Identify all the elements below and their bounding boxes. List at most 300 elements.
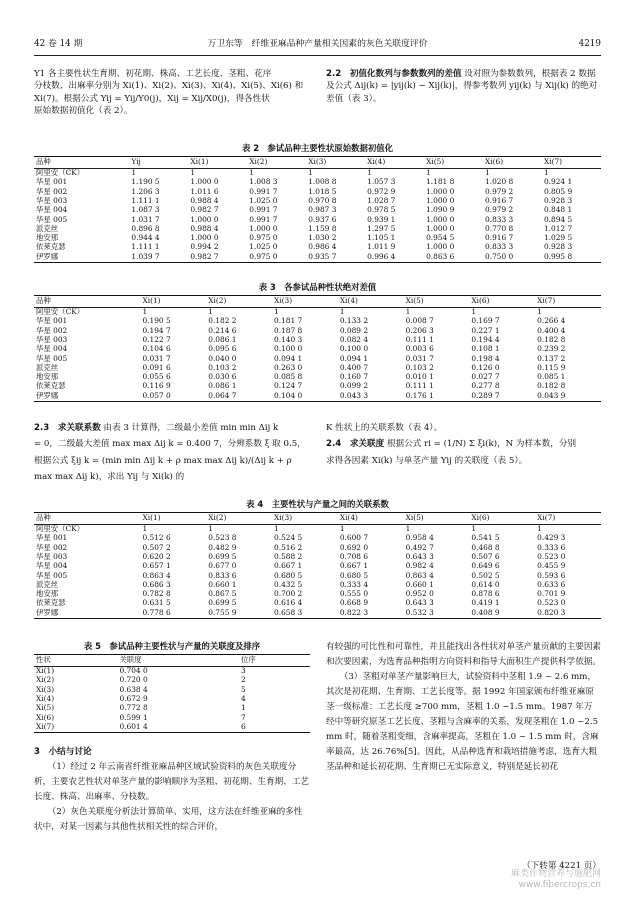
value-cell: 0.082 4: [339, 334, 369, 344]
intro-right-column: [326, 68, 601, 105]
section-heading-2-2: 2.2 初值化数列与参数数列的差值: [326, 69, 462, 79]
row-label-cell: 阿里安（CK）: [36, 524, 85, 534]
table-row: [34, 609, 601, 619]
value-cell: 1.206 3: [131, 186, 160, 196]
row-label-cell: 派克丝: [36, 223, 59, 233]
value-cell: 1: [367, 168, 372, 178]
row-label-cell: 华星 005: [36, 570, 68, 580]
table3-caption: 表 3 各参试品种性状绝对差值: [258, 282, 377, 292]
column-header: Xi(1): [140, 513, 206, 525]
table-row: [34, 206, 601, 215]
value-cell: 0.111 1: [405, 381, 434, 391]
value-cell: 1.111 1: [131, 195, 160, 205]
value-cell: 1: [142, 524, 148, 534]
column-header: Xi(3): [272, 513, 338, 525]
value-cell: 0.970 8: [308, 195, 337, 205]
row-label-cell: Xi(7): [34, 723, 117, 733]
value-cell: 0.649 6: [471, 561, 500, 571]
section-2-3: [34, 420, 310, 485]
intro-line: Xi(7)。根据公式 Yij = Yij/Y0(j)，Xij = Xij/X0(j)，得各性状: [34, 93, 270, 104]
value-cell: 1.000 0: [190, 233, 219, 243]
value-cell: 0.755 9: [206, 609, 272, 619]
value-cell: 1.008 8: [308, 177, 337, 187]
value-cell: 0.086 1: [208, 381, 237, 391]
value-cell: 0.043 9: [535, 392, 601, 402]
value-cell: 0.616 4: [274, 598, 303, 608]
intro-line: 原始数据初值化（表 2）。: [34, 106, 133, 117]
value-cell: 0.040 0: [208, 353, 237, 363]
value-cell: 0.778 6: [140, 609, 206, 619]
value-cell: 1.159 8: [308, 223, 337, 233]
value-cell: 0.095 6: [208, 344, 237, 354]
value-cell: 0.523 8: [208, 533, 237, 543]
value-cell: 1: [537, 307, 542, 317]
value-cell: 0.668 9: [339, 598, 369, 608]
value-cell: 0.502 5: [471, 570, 500, 580]
table-row: [34, 253, 601, 263]
table-row: [34, 581, 601, 590]
value-cell: 1: [208, 524, 213, 534]
value-cell: 0.030 6: [208, 372, 237, 382]
table-header-row: [34, 157, 601, 169]
column-header: Xi(6): [469, 513, 535, 525]
value-cell: 0.512 6: [142, 533, 171, 543]
column-header: Xi(5): [404, 513, 470, 525]
value-cell: 0.214 6: [208, 325, 237, 335]
value-cell: 0.994 2: [190, 242, 219, 252]
column-header: Xi(1): [140, 296, 206, 308]
value-cell: 6: [239, 723, 310, 733]
value-cell: 0.896 8: [131, 223, 160, 233]
value-cell: 1.057 3: [367, 177, 396, 187]
column-header: Xi(7): [542, 157, 601, 169]
value-cell: 1.011 6: [190, 186, 219, 196]
value-cell: 0.187 8: [274, 325, 303, 335]
value-cell: 1: [339, 307, 345, 317]
value-cell: 2: [241, 675, 246, 685]
row-label-cell: 华星 003: [36, 551, 68, 561]
value-cell: 0.750 0: [483, 253, 542, 263]
value-cell: 0.699 5: [208, 598, 237, 608]
value-cell: 0.194 4: [471, 334, 500, 344]
value-cell: 0.108 1: [471, 344, 500, 354]
value-cell: 0.419 1: [471, 598, 500, 608]
table-row: [34, 599, 601, 608]
table-row: [34, 382, 601, 391]
value-cell: 0.091 6: [142, 362, 171, 372]
value-cell: 0.820 3: [535, 609, 601, 619]
value-cell: 1: [274, 524, 279, 534]
value-cell: 0.686 3: [142, 579, 171, 589]
value-cell: 0.116 9: [142, 381, 171, 391]
row-label-cell: Xi(6): [36, 712, 55, 722]
section-2-4-line: 求得各因素 Xi(k) 与单茎产量 Yij 的关联度（表 5）。: [326, 455, 528, 466]
value-cell: 0.482 9: [208, 542, 237, 552]
value-cell: 1: [405, 524, 411, 534]
row-label-cell: 伊罗娜: [34, 253, 129, 263]
header-volume: 42 卷 14 期: [34, 39, 83, 49]
table-row: [34, 713, 310, 722]
value-cell: 1.111 1: [131, 242, 160, 252]
value-cell: 0.680 5: [274, 570, 303, 580]
row-label-cell: Xi(5): [36, 703, 55, 713]
value-cell: 0.408 9: [469, 609, 535, 619]
value-cell: 1.000 0: [426, 214, 455, 224]
value-cell: 0.982 7: [190, 205, 219, 215]
value-cell: 1.008 3: [249, 177, 278, 187]
value-cell: 1.297 5: [367, 223, 396, 233]
section-2-3-line: = 0，二级最大差值 max max Δij k = 0.400 7，分辨系数 ξ 取 0.5，: [34, 439, 306, 450]
value-cell: 1.028 7: [367, 195, 396, 205]
value-cell: 1: [471, 307, 477, 317]
value-cell: 0.991 7: [249, 186, 278, 196]
column-header: 品种: [34, 296, 140, 308]
table-row: [34, 307, 601, 317]
value-cell: 0.708 6: [339, 551, 369, 561]
value-cell: 0.089 2: [339, 325, 369, 335]
value-cell: 0.190 5: [142, 316, 171, 326]
header-rule: [34, 55, 601, 56]
table-row: [34, 336, 601, 345]
row-label-cell: Xi(2): [36, 675, 55, 685]
value-cell: 0.160 7: [339, 372, 369, 382]
value-cell: 0.555 0: [339, 589, 369, 599]
value-cell: 0.507 6: [471, 551, 500, 561]
value-cell: 0.700 2: [274, 589, 303, 599]
intro-line: 分枝数、出麻率分别为 Xi(1)、Xi(2)、Xi(3)、Xi(4)、Xi(5)、Xi(6) 和: [34, 81, 304, 92]
value-cell: 0.429 3: [537, 533, 566, 543]
value-cell: 0.239 2: [537, 344, 566, 354]
value-cell: 0.333 4: [339, 579, 369, 589]
row-label-cell: 派克丝: [36, 579, 59, 589]
value-cell: 0.944 4: [131, 233, 160, 243]
column-header: 品种: [34, 513, 140, 525]
value-cell: 0.057 0: [140, 392, 206, 402]
value-cell: 1: [308, 168, 313, 178]
row-label-cell: 伊罗娜: [34, 392, 140, 402]
section-heading-2-4: 2.4 求关联度: [326, 439, 385, 450]
table2-caption: 表 2 参试品种主要性状原始数据初值化: [241, 143, 394, 153]
value-cell: 0.432 5: [274, 579, 303, 589]
running-header: [34, 38, 601, 52]
value-cell: 0.524 5: [274, 533, 303, 543]
row-label-cell: 华星 001: [36, 316, 68, 326]
value-cell: 0.972 9: [367, 186, 396, 196]
value-cell: 0.455 9: [537, 561, 566, 571]
value-cell: 0.978 5: [367, 205, 396, 215]
row-label-cell: 阿里安（CK）: [36, 168, 85, 178]
value-cell: 1: [274, 307, 279, 317]
value-cell: 0.995 8: [542, 253, 601, 263]
section-heading-2-3: 2.3 求关联系数: [34, 423, 101, 433]
value-cell: 0.848 1: [543, 205, 573, 215]
value-cell: 0.601 4: [117, 723, 239, 733]
value-cell: 1.000 0: [426, 195, 455, 205]
row-label-cell: 华星 002: [36, 186, 68, 196]
column-header: 性状: [34, 655, 117, 667]
value-cell: 0.523 0: [537, 551, 566, 561]
value-cell: 0.782 8: [142, 589, 171, 599]
value-cell: 0.638 4: [119, 684, 148, 694]
value-cell: 0.103 2: [405, 362, 434, 372]
value-cell: 0.996 4: [365, 253, 424, 263]
row-label-cell: 华星 004: [36, 205, 68, 215]
value-cell: 1: [426, 168, 431, 178]
value-cell: 3: [241, 666, 246, 676]
value-cell: 0.952 0: [405, 589, 434, 599]
watermark-site-name: 麻类作物营养与施肥网: [510, 868, 601, 879]
value-cell: 0.003 6: [405, 344, 434, 354]
value-cell: 0.122 7: [142, 334, 171, 344]
right-column-text: [326, 640, 601, 775]
value-cell: 0.699 5: [208, 551, 237, 561]
table5-caption: 表 5 参试品种主要性状与产量的关联度及排序: [83, 641, 261, 651]
value-cell: 0.987 3: [308, 205, 337, 215]
value-cell: 0.043 3: [338, 392, 404, 402]
column-header: Xi(2): [247, 157, 306, 169]
row-label-cell: 华星 001: [36, 533, 68, 543]
table-header-row: [34, 513, 601, 525]
value-cell: 0.805 9: [543, 186, 573, 196]
value-cell: 1.031 7: [131, 214, 160, 224]
value-cell: 0.863 6: [424, 253, 483, 263]
value-cell: 1: [249, 168, 254, 178]
table-row: [34, 562, 601, 571]
column-header: 关联度: [117, 655, 239, 667]
value-cell: 0.181 7: [274, 316, 303, 326]
value-cell: 1.000 0: [426, 242, 455, 252]
section-3-paragraph-2: （2）灰色关联度分析法计算简单、实用，这方法在纤维亚麻的多性状中，对某一因素与其他性状相关性的综合评价，: [34, 807, 303, 833]
value-cell: 0.008 7: [405, 316, 434, 326]
column-header: Xi(5): [424, 157, 483, 169]
value-cell: 0.523 0: [537, 598, 566, 608]
value-cell: 0.064 7: [206, 392, 272, 402]
column-header: Xi(3): [306, 157, 365, 169]
value-cell: 1.039 7: [129, 253, 188, 263]
value-cell: 0.867 5: [208, 589, 237, 599]
value-cell: 0.133 2: [339, 316, 369, 326]
value-cell: 0.182 8: [537, 334, 566, 344]
table4: [34, 512, 601, 619]
value-cell: 0.126 0: [471, 362, 500, 372]
row-label-cell: 华星 001: [36, 177, 68, 187]
table-row: [34, 704, 310, 713]
table-row: [34, 723, 310, 733]
value-cell: 0.954 5: [426, 233, 455, 243]
value-cell: 0.770 8: [485, 223, 514, 233]
column-header: Xi(2): [206, 296, 272, 308]
column-header: Xi(2): [206, 513, 272, 525]
table-row: [34, 666, 310, 676]
row-label-cell: 依莱克瑟: [36, 598, 66, 608]
value-cell: 0.916 7: [485, 233, 514, 243]
value-cell: 0.600 7: [339, 533, 369, 543]
value-cell: 0.263 0: [274, 362, 303, 372]
value-cell: 0.986 4: [308, 242, 337, 252]
value-cell: 0.833 3: [485, 214, 514, 224]
value-cell: 0.194 7: [142, 325, 171, 335]
column-header: Xi(7): [535, 296, 601, 308]
column-header: Yij: [129, 157, 188, 169]
table5: [34, 654, 310, 733]
value-cell: 1: [208, 307, 213, 317]
value-cell: 0.266 4: [537, 316, 566, 326]
table-row: [34, 392, 601, 402]
value-cell: 0.657 1: [142, 561, 171, 571]
row-label-cell: 地安那: [36, 233, 59, 243]
right-column-paragraph-1: 有较强的可比性和可靠性，并且能找出各性状对单茎产量贡献的主要因素和次要因素，为选育品种指明方向资料和指导大面积生产提供科学依据。: [326, 642, 602, 668]
value-cell: 0.660 1: [405, 579, 434, 589]
table-row: [34, 695, 310, 704]
value-cell: 0.988 4: [190, 195, 219, 205]
value-cell: 0.672 9: [119, 693, 148, 703]
section-2-4: [326, 420, 601, 469]
column-header: Xi(1): [188, 157, 247, 169]
value-cell: 0.176 1: [404, 392, 470, 402]
value-cell: 1: [485, 168, 490, 178]
value-cell: 0.894 5: [543, 214, 573, 224]
value-cell: 1.025 0: [249, 195, 278, 205]
value-cell: 0.100 0: [274, 344, 303, 354]
value-cell: 1: [471, 524, 477, 534]
value-cell: 0.137 2: [537, 353, 566, 363]
value-cell: 0.833 6: [208, 570, 237, 580]
table-row: [34, 524, 601, 534]
table-row: [34, 685, 310, 694]
row-label-cell: 依莱克瑟: [36, 242, 66, 252]
value-cell: 1.012 7: [543, 223, 573, 233]
value-cell: 0.982 4: [405, 561, 434, 571]
value-cell: 0.599 1: [119, 712, 148, 722]
value-cell: 0.975 0: [247, 253, 306, 263]
value-cell: 0.979 2: [485, 205, 514, 215]
value-cell: 0.532 3: [404, 609, 470, 619]
value-cell: 0.720 0: [119, 675, 148, 685]
table-header-row: [34, 655, 310, 667]
value-cell: 0.643 3: [405, 598, 434, 608]
value-cell: 0.991 7: [249, 205, 278, 215]
value-cell: 0.227 1: [471, 325, 500, 335]
value-cell: 0.140 3: [274, 334, 303, 344]
value-cell: 0.988 4: [190, 223, 219, 233]
value-cell: 0.863 4: [142, 570, 171, 580]
value-cell: 0.704 0: [119, 666, 148, 676]
row-label-cell: 华星 005: [36, 353, 68, 363]
row-label-cell: Xi(3): [36, 684, 55, 694]
row-label-cell: Xi(1): [36, 666, 55, 676]
value-cell: 1.025 0: [249, 242, 278, 252]
row-label-cell: 阿里安（CK）: [36, 307, 85, 317]
table-row: [34, 590, 601, 599]
value-cell: 0.928 3: [543, 242, 573, 252]
value-cell: 0.031 7: [405, 353, 434, 363]
value-cell: 0.099 2: [339, 381, 369, 391]
table-header-row: [34, 296, 601, 308]
value-cell: 0.507 2: [142, 542, 171, 552]
value-cell: 0.935 7: [306, 253, 365, 263]
value-cell: 0.516 2: [274, 542, 303, 552]
value-cell: 0.541 5: [471, 533, 500, 543]
right-column-paragraph-2: （3）茎粗对单茎产量影响巨大，试验资料中茎粗 1.9 ~ 2.6 mm，其次是初花期、生育期、工艺长度等。据 1992 年国家颁布纤维亚麻原茎一级标准：工艺长度 ≥700 mm，茎粗 1.0 ~1.5 mm。1987 年万经中等研究原茎工艺长度、茎粗与含麻率的关系，发现茎粗在 1.0 ~2.5 mm 时，随着茎粗变细，含麻率提高，茎粗在 1.0 ~ 1.5 mm 时，含麻率最高，达 26.76%[5]。因此，从品种选育和栽培措施考虑，选育大粗茎品种和延长初花期、生育期已无实际意义，特别是延长初花: [326, 672, 599, 773]
value-cell: 0.677 0: [208, 561, 237, 571]
value-cell: 1: [537, 524, 542, 534]
value-cell: 0.975 0: [249, 233, 278, 243]
value-cell: 5: [241, 684, 246, 694]
table-row: [34, 317, 601, 326]
table-row: [34, 676, 310, 685]
value-cell: 1.018 5: [308, 186, 337, 196]
value-cell: 0.822 3: [338, 609, 404, 619]
row-label-cell: 伊罗娜: [34, 609, 140, 619]
row-label-cell: 华星 003: [36, 334, 68, 344]
value-cell: 0.588 2: [274, 551, 303, 561]
value-cell: 0.400 4: [537, 325, 566, 335]
section-2-3-line: 根据公式 ξij k = (min min Δij k + ρ max max Δij k)/(Δij k + ρ max max Δij k)，求出 Yij 与 Xi(k) 的: [34, 455, 292, 482]
header-page-number: 4219: [578, 39, 601, 49]
value-cell: 0.937 6: [308, 214, 337, 224]
intro-line: Y1 各主要性状生育期、初花期、株高、工艺长度、茎粗、花序: [34, 69, 272, 79]
value-cell: 0.104 6: [142, 344, 171, 354]
value-cell: 0.277 8: [471, 381, 500, 391]
value-cell: 0.658 3: [272, 609, 338, 619]
row-label-cell: 华星 004: [36, 344, 68, 354]
value-cell: 1.181 8: [426, 177, 455, 187]
column-header: Xi(6): [483, 157, 542, 169]
table-row: [34, 571, 601, 580]
value-cell: 1.105 1: [367, 233, 396, 243]
section-2-3-continuation: K 性状上的关联系数（表 4）。: [326, 423, 443, 433]
row-label-cell: 依莱克瑟: [36, 381, 66, 391]
value-cell: 0.772 8: [119, 703, 148, 713]
header-title: 万卫东等 纤维亚麻品种产量相关因素的灰色关联度评价: [207, 39, 428, 49]
value-cell: 1.030 2: [308, 233, 337, 243]
column-header: Xi(4): [338, 513, 404, 525]
value-cell: 0.085 1: [537, 372, 566, 382]
value-cell: 0.620 2: [142, 551, 171, 561]
value-cell: 0.863 4: [405, 570, 434, 580]
value-cell: 0.289 7: [469, 392, 535, 402]
table-row: [34, 364, 601, 373]
row-label-cell: 华星 002: [36, 325, 68, 335]
watermark: [511, 869, 601, 892]
value-cell: 1.011 9: [367, 242, 396, 252]
value-cell: 0.643 3: [405, 551, 434, 561]
table-row: [34, 553, 601, 562]
value-cell: 1.090 9: [426, 205, 455, 215]
row-label-cell: Xi(4): [36, 693, 55, 703]
column-header: Xi(7): [535, 513, 601, 525]
value-cell: 0.492 7: [405, 542, 434, 552]
value-cell: 0.660 1: [208, 579, 237, 589]
value-cell: 1: [543, 168, 549, 178]
value-cell: 0.667 1: [339, 561, 369, 571]
value-cell: 0.593 6: [537, 570, 566, 580]
value-cell: 0.667 1: [274, 561, 303, 571]
value-cell: 1.000 0: [426, 186, 455, 196]
value-cell: 0.614 0: [471, 579, 500, 589]
value-cell: 0.010 1: [405, 372, 434, 382]
table-row: [34, 534, 601, 543]
value-cell: 7: [241, 712, 246, 722]
value-cell: 0.104 0: [272, 392, 338, 402]
value-cell: 0.916 7: [485, 195, 514, 205]
continued-note: （下转第 4221 页）: [522, 861, 601, 871]
value-cell: 0.094 1: [274, 353, 303, 363]
column-header: Xi(4): [338, 296, 404, 308]
row-label-cell: 华星 005: [36, 214, 68, 224]
value-cell: 0.958 4: [405, 533, 434, 543]
row-label-cell: 派克丝: [36, 362, 59, 372]
